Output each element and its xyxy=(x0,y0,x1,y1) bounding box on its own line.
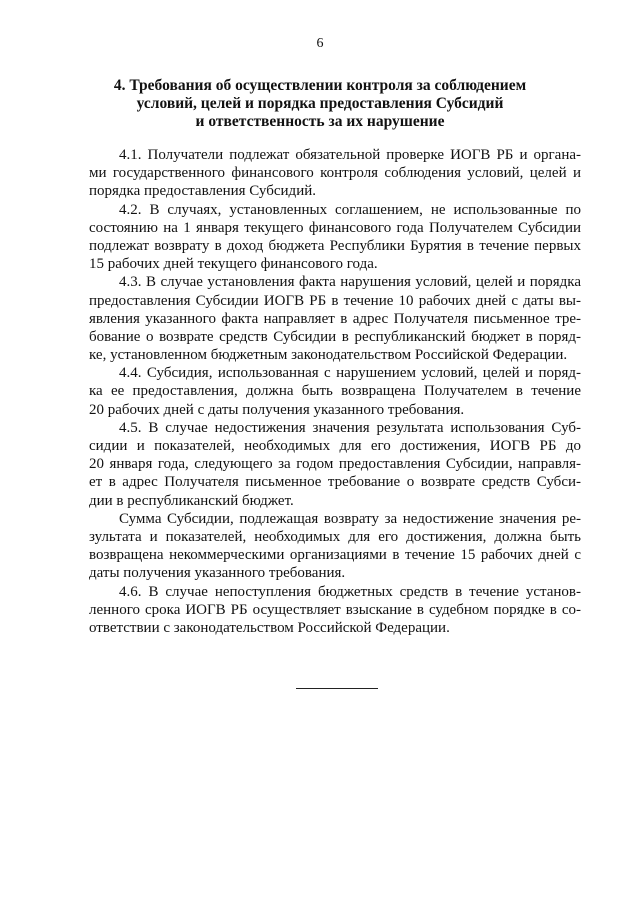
paragraph-line: зультата и показателей, необходимых для его достижения, должна быть xyxy=(89,528,581,545)
paragraph-line: 15 рабочих дней текущего финансового года. xyxy=(89,256,378,273)
paragraph-line: даты получения указанного требования. xyxy=(89,565,346,582)
paragraph-line: ми государственного финансового контроля соблюдения условий, целей и xyxy=(89,165,581,182)
paragraph-line: 4.1. Получатели подлежат обязательной проверке ИОГВ РБ и органа- xyxy=(119,147,581,163)
paragraph xyxy=(89,364,581,419)
paragraph-line: ка ее предоставления, должна быть возвращена Получателем в течение xyxy=(89,383,581,400)
paragraph xyxy=(89,273,581,364)
paragraph-line: 4.2. В случаях, установленных соглашением, не использованные по xyxy=(119,201,581,218)
paragraph-line: сидии и показателей, необходимых для его достижения, ИОГВ РБ до xyxy=(89,438,581,454)
paragraph-line: 4.5. В случае недостижения значения результата использования Суб- xyxy=(119,419,581,436)
section-title-line: 4. Требования об осуществлении контроля за соблюдением xyxy=(113,77,527,94)
paragraph-line: явления указанного факта направляет в адрес Получателя письменное тре- xyxy=(89,310,581,327)
paragraph xyxy=(89,201,581,274)
paragraph xyxy=(89,146,581,201)
page-number: 6 xyxy=(316,36,324,51)
paragraph-line: 20 рабочих дней с даты получения указанного требования. xyxy=(89,401,465,418)
paragraph-line: предоставления Субсидии ИОГВ РБ в течение 10 рабочих дней с даты вы- xyxy=(89,292,581,309)
body-text xyxy=(89,146,581,637)
section-title-line: условий, целей и порядка предоставления Субсидий xyxy=(136,95,504,112)
paragraph-line: порядка предоставления Субсидий. xyxy=(89,183,316,200)
paragraph xyxy=(89,419,581,510)
paragraph-line: состоянию на 1 января текущего финансового года Получателем Субсидии xyxy=(89,219,581,236)
paragraph-line: подлежат возврату в доход бюджета Республики Бурятия в течение первых xyxy=(89,237,581,254)
paragraph-line: ке, установленном бюджетным законодательством Российской Федерации. xyxy=(89,347,568,364)
paragraph xyxy=(89,583,581,638)
paragraph-line: возвращена некоммерческими организациями в течение 15 рабочих дней с xyxy=(89,547,581,564)
section-title xyxy=(90,77,550,131)
end-of-text-rule xyxy=(296,688,378,689)
paragraph-line: 4.3. В случае установления факта нарушения условий, целей и порядка xyxy=(119,274,581,291)
paragraph-line: ленного срока ИОГВ РБ осуществляет взыскание в судебном порядке в со- xyxy=(89,601,581,618)
section-title-line: и ответственность за их нарушение xyxy=(195,113,445,130)
paragraph-line: ответствии с законодательством Российской Федерации. xyxy=(89,619,450,636)
paragraph-line: 4.6. В случае непоступления бюджетных средств в течение установ- xyxy=(119,583,581,600)
paragraph-line: бование о возврате средств Субсидии в республиканский бюджет в поряд- xyxy=(89,328,581,345)
paragraph xyxy=(89,510,581,583)
paragraph-line: ет в адрес Получателя письменное требование о возврате средств Субси- xyxy=(89,474,581,491)
paragraph-line: 20 января года, следующего за годом предоставления Субсидии, направля- xyxy=(89,456,581,473)
paragraph-line: дии в республиканский бюджет. xyxy=(89,492,294,509)
paragraph-line: 4.4. Субсидия, использованная с нарушением условий, целей и поряд- xyxy=(119,365,581,382)
paragraph-line: Сумма Субсидии, подлежащая возврату за недостижение значения ре- xyxy=(119,510,581,527)
